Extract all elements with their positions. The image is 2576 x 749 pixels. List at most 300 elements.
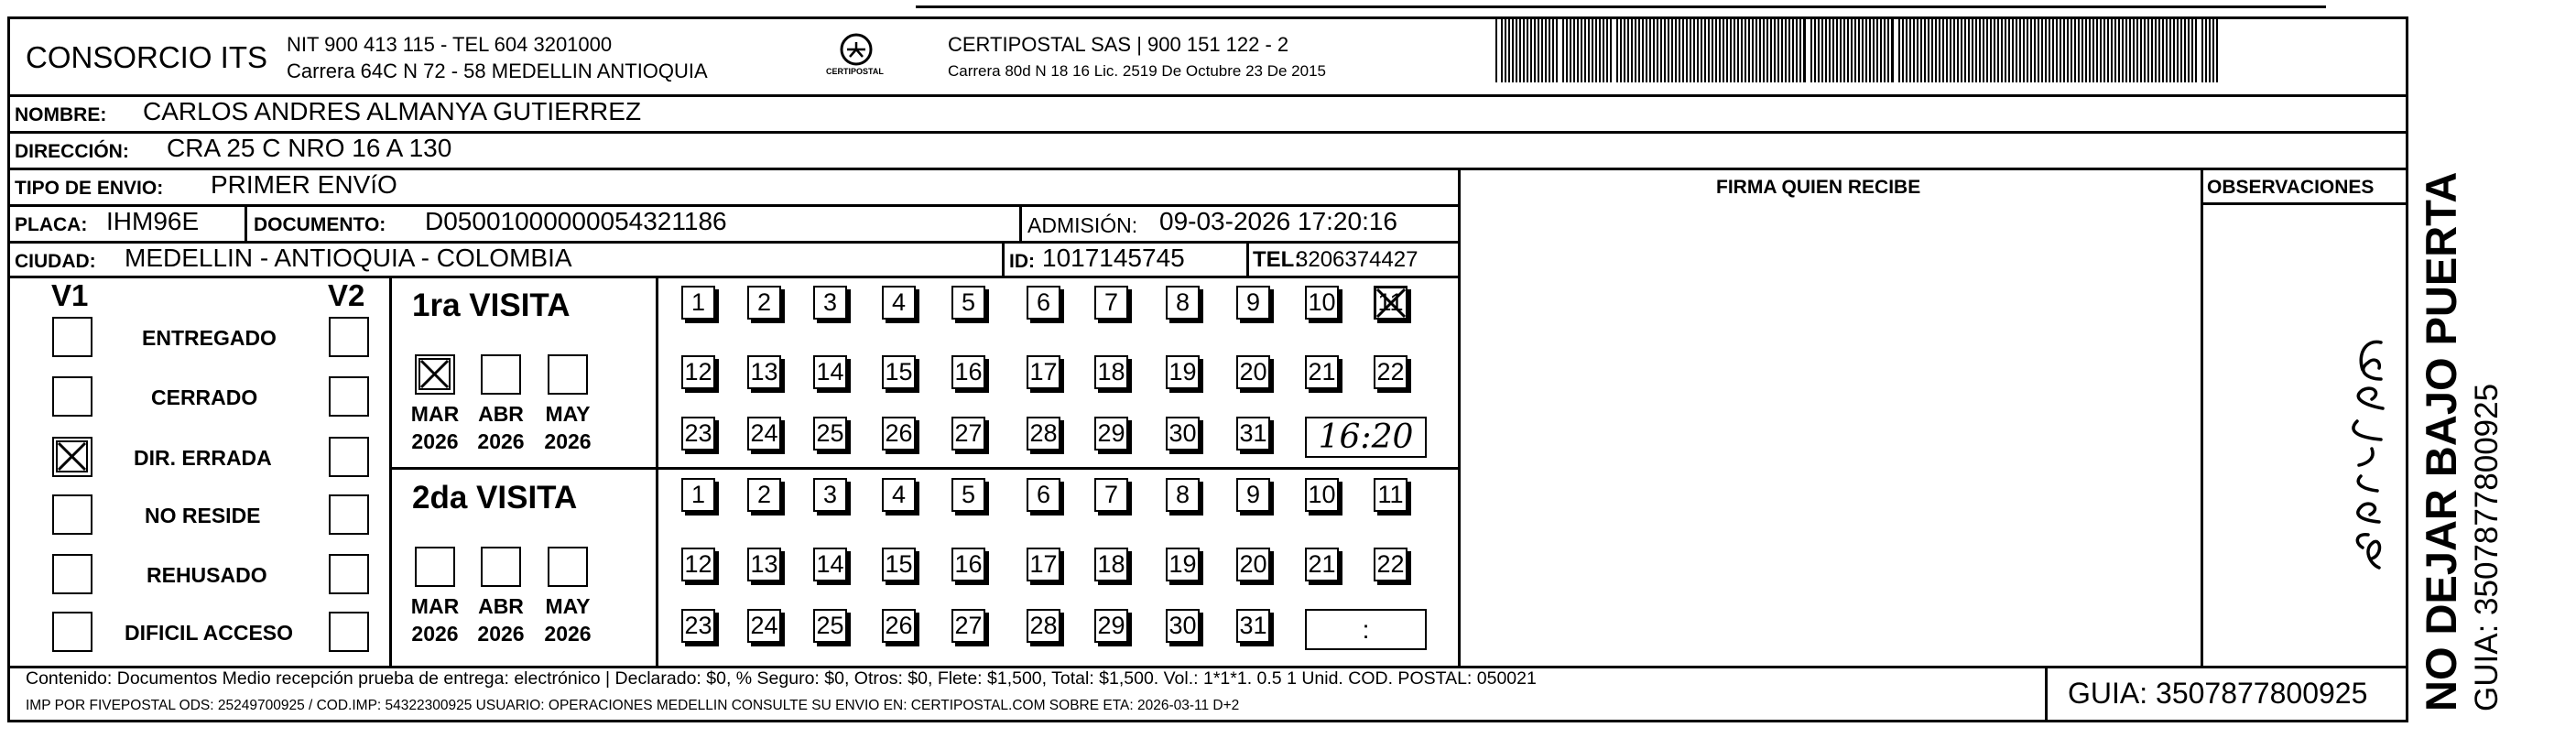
year-label: 2026 (544, 622, 592, 646)
barcode-bar (1723, 18, 1724, 82)
barcode-bar (2155, 18, 2157, 82)
barcode-bar (2049, 18, 2050, 82)
barcode-bar (1902, 18, 1904, 82)
barcode-bar (1734, 18, 1735, 82)
barcode-bar (1803, 18, 1806, 82)
barcode-bar (1512, 18, 1514, 82)
day-number: 25 (816, 419, 844, 447)
day-box[interactable] (1094, 548, 1128, 581)
barcode-bar (1649, 18, 1651, 82)
barcode-bar (1745, 18, 1746, 82)
barcode-bar (1657, 18, 1658, 82)
month-label: MAY (545, 402, 591, 426)
barcode-bar (2129, 18, 2131, 82)
day-number: 21 (1308, 550, 1336, 578)
barcode-bar (1880, 18, 1882, 82)
day-box[interactable] (1166, 417, 1200, 450)
day-number: 15 (885, 358, 913, 385)
barcode-bar (1796, 18, 1798, 82)
day-number: 10 (1308, 481, 1336, 508)
barcode-bar (2195, 18, 2197, 82)
barcode-bar (1693, 18, 1695, 82)
day-box[interactable] (813, 548, 847, 581)
barcode-bar (2111, 18, 2113, 82)
day-number: 18 (1097, 550, 1125, 578)
barcode-bar (1869, 18, 1871, 82)
day-box[interactable] (1027, 355, 1060, 389)
day-box[interactable] (813, 478, 847, 512)
day-box[interactable] (1027, 548, 1060, 581)
day-number: 14 (816, 550, 844, 578)
id-label: ID: (1009, 251, 1035, 272)
barcode-bar (2092, 18, 2094, 82)
barcode-bar (1686, 18, 1688, 82)
day-number: 12 (684, 550, 712, 578)
barcode-bar (1682, 18, 1684, 82)
barcode-bar (2034, 18, 2036, 82)
col-divider (245, 204, 247, 241)
day-number: 4 (891, 288, 907, 316)
barcode-bar (1840, 18, 1842, 82)
day-box[interactable] (951, 609, 985, 643)
day-number: 29 (1097, 419, 1125, 447)
year-label: 2026 (411, 429, 459, 453)
barcode-bar (1994, 18, 1995, 82)
barcode-bar (1818, 18, 1820, 82)
barcode-bar (1759, 18, 1761, 82)
day-box[interactable] (951, 548, 985, 581)
v2-checkbox[interactable] (329, 376, 369, 417)
day-box[interactable] (1094, 286, 1128, 320)
barcode-bar (2030, 18, 2032, 82)
barcode-bar (2071, 18, 2072, 82)
barcode-bar (1997, 18, 1999, 82)
tipo-envio-value: PRIMER ENVíO (211, 170, 397, 199)
barcode-bar (1942, 18, 1944, 82)
barcode-bar (1873, 18, 1875, 82)
day-box[interactable] (1166, 355, 1200, 389)
footer-guia: GUIA: 3507877800925 (2068, 677, 2368, 710)
day-box[interactable] (1027, 417, 1060, 450)
barcode-bar (1715, 18, 1717, 82)
col-divider (1458, 168, 1461, 667)
barcode-bar (1679, 18, 1680, 82)
barcode-bar (1549, 18, 1550, 82)
barcode-bar (1527, 18, 1528, 82)
status-option-label: REHUSADO (147, 563, 267, 587)
ciudad-value: MEDELLIN - ANTIOQUIA - COLOMBIA (125, 244, 572, 272)
day-box[interactable] (813, 609, 847, 643)
barcode-bar (1616, 18, 1618, 82)
v2-checkbox[interactable] (329, 494, 369, 535)
barcode-bar (2100, 18, 2102, 82)
visit-time-field[interactable] (1305, 609, 1427, 650)
barcode-bar (1631, 18, 1633, 82)
barcode-bar (1516, 18, 1517, 82)
barcode-bar (1603, 18, 1604, 82)
barcode-bar (2162, 18, 2164, 82)
v1-checkbox[interactable] (52, 612, 92, 652)
barcode-bar (1788, 18, 1790, 82)
barcode-bar (1755, 18, 1757, 82)
day-box[interactable] (951, 417, 985, 450)
day-number: 23 (684, 612, 712, 639)
barcode-bar (1595, 18, 1597, 82)
v1-checkbox[interactable] (52, 376, 92, 417)
day-box[interactable] (813, 417, 847, 450)
day-box[interactable] (747, 286, 781, 320)
day-number: 21 (1308, 358, 1336, 385)
day-box[interactable] (1305, 286, 1339, 320)
barcode-bar (2107, 18, 2109, 82)
day-box[interactable] (1094, 355, 1128, 389)
observaciones-label: OBSERVACIONES (2207, 177, 2375, 198)
barcode-bar (1979, 18, 1981, 82)
barcode-bar (1701, 18, 1702, 82)
col-divider (1246, 241, 1249, 276)
month-checkbox[interactable] (548, 547, 588, 587)
documento-label: DOCUMENTO: (254, 214, 386, 235)
day-number: 22 (1376, 550, 1405, 578)
barcode-bar (1638, 18, 1640, 82)
barcode-bar (2209, 18, 2211, 82)
day-box[interactable] (882, 355, 916, 389)
day-box[interactable] (1027, 478, 1060, 512)
tel-label: TEL: (1253, 247, 1302, 272)
day-number: 4 (891, 481, 907, 508)
barcode-bar (1726, 18, 1728, 82)
day-box[interactable] (1374, 548, 1408, 581)
barcode-bar (2027, 18, 2028, 82)
day-box[interactable] (1305, 355, 1339, 389)
barcode-bar (1766, 18, 1768, 82)
barcode-bar (1653, 18, 1655, 82)
barcode-bar (2188, 18, 2190, 82)
day-box[interactable] (681, 286, 715, 320)
day-box[interactable] (681, 478, 715, 512)
barcode-bar (1592, 18, 1593, 82)
day-number: 9 (1245, 288, 1261, 316)
barcode-bar (1741, 18, 1743, 82)
barcode-bar (1505, 18, 1506, 82)
day-number: 15 (885, 550, 913, 578)
barcode-bar (1501, 18, 1503, 82)
status-option-label: ENTREGADO (142, 326, 277, 350)
barcode-bar (1821, 18, 1823, 82)
barcode-bar (1581, 18, 1582, 82)
barcode-bar (1836, 18, 1838, 82)
year-label: 2026 (411, 622, 459, 646)
barcode-bar (2118, 18, 2120, 82)
barcode-bar (1935, 18, 1937, 82)
v2-checkbox[interactable] (329, 437, 369, 477)
v2-checkbox[interactable] (329, 317, 369, 357)
barcode-bar (1599, 18, 1601, 82)
barcode-bar (1792, 18, 1794, 82)
day-box[interactable] (681, 355, 715, 389)
barcode-bar (2122, 18, 2124, 82)
day-number: 16 (954, 550, 983, 578)
day-box[interactable] (882, 478, 916, 512)
day-box[interactable] (813, 286, 847, 320)
day-number: 13 (750, 358, 778, 385)
barcode-bar (2201, 18, 2203, 82)
day-box[interactable] (1374, 286, 1408, 320)
barcode-bar (2216, 18, 2218, 82)
barcode-bar (1519, 18, 1521, 82)
day-number: 1 (690, 481, 706, 508)
barcode-bar (1920, 18, 1922, 82)
v2-checkbox[interactable] (329, 554, 369, 594)
day-box[interactable] (681, 609, 715, 643)
day-number: 5 (961, 288, 976, 316)
barcode-bar (1887, 18, 1889, 82)
barcode-bar (2038, 18, 2039, 82)
side-guia: GUIA: 3507877800925 (2469, 383, 2505, 711)
month-label: ABR (478, 402, 524, 426)
day-box[interactable] (882, 548, 916, 581)
observation-handwriting (2326, 302, 2408, 577)
day-number: 30 (1168, 612, 1197, 639)
day-box[interactable] (1027, 609, 1060, 643)
day-box[interactable] (1166, 478, 1200, 512)
barcode-bar (1781, 18, 1783, 82)
day-box[interactable] (1374, 478, 1408, 512)
day-box[interactable] (1166, 286, 1200, 320)
day-box[interactable] (1236, 417, 1270, 450)
barcode (1495, 18, 2228, 82)
company-name: CONSORCIO ITS (26, 40, 268, 74)
day-box[interactable] (747, 355, 781, 389)
barcode-bar (1858, 18, 1860, 82)
barcode-bar (2008, 18, 2010, 82)
day-box[interactable] (1094, 609, 1128, 643)
month-checkbox[interactable] (548, 354, 588, 395)
barcode-bar (1588, 18, 1590, 82)
day-box[interactable] (1236, 478, 1270, 512)
status-option-label: DIFICIL ACCESO (125, 621, 294, 645)
day-number: 24 (750, 419, 778, 447)
day-box[interactable] (1166, 548, 1200, 581)
barcode-bar (2173, 18, 2175, 82)
month-checkbox[interactable] (415, 547, 455, 587)
col-divider (1002, 241, 1005, 276)
day-number: 16 (954, 358, 983, 385)
v1-checkbox[interactable] (52, 494, 92, 535)
barcode-bar (1668, 18, 1669, 82)
day-number: 9 (1245, 481, 1261, 508)
barcode-bar (1986, 18, 1988, 82)
day-box[interactable] (1236, 609, 1270, 643)
v1-checkbox[interactable] (52, 437, 92, 477)
day-number: 27 (954, 612, 983, 639)
month-checkbox[interactable] (481, 354, 521, 395)
day-box[interactable] (1236, 286, 1270, 320)
barcode-bar (1627, 18, 1629, 82)
barcode-bar (2114, 18, 2116, 82)
visit-title: 1ra VISITA (412, 288, 571, 323)
day-box[interactable] (951, 478, 985, 512)
day-box[interactable] (747, 417, 781, 450)
day-number: 1 (690, 288, 706, 316)
day-number: 18 (1097, 358, 1125, 385)
barcode-bar (1829, 18, 1831, 82)
barcode-bar (2147, 18, 2149, 82)
barcode-bar (1832, 18, 1834, 82)
barcode-bar (1624, 18, 1625, 82)
barcode-bar (1799, 18, 1801, 82)
day-box[interactable] (747, 478, 781, 512)
visit-divider (389, 467, 1459, 470)
day-box[interactable] (681, 417, 715, 450)
barcode-bar (1843, 18, 1845, 82)
day-number: 3 (822, 481, 838, 508)
day-number: 3 (822, 288, 838, 316)
observaciones-underline (2201, 202, 2408, 205)
barcode-bar (2180, 18, 2182, 82)
status-option-label: CERRADO (151, 385, 258, 409)
day-number: 8 (1175, 481, 1190, 508)
nit-line: NIT 900 413 115 - TEL 604 3201000 (287, 33, 613, 56)
month-checkbox[interactable] (415, 354, 455, 395)
barcode-bar (2205, 18, 2207, 82)
tipo-envio-label: TIPO DE ENVIO: (15, 178, 164, 199)
barcode-bar (2056, 18, 2058, 82)
barcode-bar (1814, 18, 1816, 82)
visit-title: 2da VISITA (412, 480, 578, 516)
visit-time-value: : (1362, 614, 1370, 644)
day-number: 22 (1376, 358, 1405, 385)
day-box[interactable] (1236, 548, 1270, 581)
month-checkbox[interactable] (481, 547, 521, 587)
day-number: 25 (816, 612, 844, 639)
certipostal-logo (806, 31, 907, 82)
day-number: 31 (1239, 612, 1267, 639)
day-box[interactable] (1305, 478, 1339, 512)
ciudad-label: CIUDAD: (15, 251, 96, 272)
v1-checkbox[interactable] (52, 554, 92, 594)
barcode-bar (1552, 18, 1554, 82)
barcode-bar (1508, 18, 1510, 82)
day-box[interactable] (747, 609, 781, 643)
barcode-bar (2052, 18, 2054, 82)
barcode-bar (1690, 18, 1691, 82)
day-number: 28 (1029, 612, 1058, 639)
barcode-bar (1763, 18, 1765, 82)
admision-label: ADMISIÓN: (1027, 213, 1138, 237)
footer-line-1: Contenido: Documentos Medio recepción prueba de entrega: electrónico | Declarado: $0, % Seguro: $0, Otros: $0, Flete: $1,500, Total: $1,500. Vol.: 1*1*1. 0.5 1 Unid. COD. POSTAL: 050021 (26, 668, 1537, 689)
barcode-bar (1566, 18, 1568, 82)
col-divider (656, 276, 658, 666)
day-box[interactable] (951, 286, 985, 320)
day-box[interactable] (882, 609, 916, 643)
day-box[interactable] (882, 417, 916, 450)
day-box[interactable] (1305, 548, 1339, 581)
barcode-bar (2001, 18, 2003, 82)
barcode-bar (1570, 18, 1571, 82)
barcode-bar (1610, 18, 1612, 82)
barcode-bar (1748, 18, 1750, 82)
row-divider (7, 276, 1459, 278)
month-label: MAY (545, 594, 591, 618)
barcode-bar (1961, 18, 1962, 82)
barcode-bar (1876, 18, 1878, 82)
barcode-bar (2012, 18, 2014, 82)
barcode-bar (2166, 18, 2168, 82)
barcode-bar (2005, 18, 2006, 82)
barcode-bar (2085, 18, 2087, 82)
barcode-bar (2191, 18, 2193, 82)
day-number: 11 (1377, 288, 1404, 316)
barcode-bar (2136, 18, 2138, 82)
day-box[interactable] (1027, 286, 1060, 320)
barcode-bar (2125, 18, 2127, 82)
year-label: 2026 (477, 622, 525, 646)
barcode-bar (2103, 18, 2105, 82)
day-box[interactable] (747, 548, 781, 581)
barcode-bar (1891, 18, 1894, 82)
side-text-group (2408, 14, 2573, 719)
nombre-value: CARLOS ANDRES ALMANYA GUTIERREZ (143, 97, 642, 125)
carrier-address: Carrera 80d N 18 16 Lic. 2519 De Octubre 23 De 2015 (948, 62, 1326, 80)
status-option-label: DIR. ERRADA (134, 446, 272, 470)
barcode-bar (2067, 18, 2069, 82)
day-number: 29 (1097, 612, 1125, 639)
barcode-bar (1704, 18, 1706, 82)
barcode-bar (1972, 18, 1973, 82)
day-box[interactable] (1166, 609, 1200, 643)
barcode-bar (2078, 18, 2080, 82)
barcode-bar (2169, 18, 2171, 82)
day-number: 12 (684, 358, 712, 385)
day-box[interactable] (951, 355, 985, 389)
barcode-bar (1950, 18, 1951, 82)
day-number: 6 (1036, 288, 1051, 316)
day-box[interactable] (681, 548, 715, 581)
id-value: 1017145745 (1042, 244, 1185, 272)
day-number: 20 (1239, 358, 1267, 385)
no-dejar-bajo-puerta: NO DEJAR BAJO PUERTA (2417, 171, 2465, 711)
day-box[interactable] (1236, 355, 1270, 389)
placa-label: PLACA: (15, 214, 88, 235)
v2-label: V2 (328, 278, 365, 312)
day-box[interactable] (882, 286, 916, 320)
day-number: 7 (1103, 288, 1119, 316)
barcode-bar (1990, 18, 1992, 82)
barcode-bar (1584, 18, 1586, 82)
v2-checkbox[interactable] (329, 612, 369, 652)
col-divider (1019, 204, 1022, 241)
v1-checkbox[interactable] (52, 317, 92, 357)
barcode-bar (1939, 18, 1940, 82)
day-number: 26 (885, 612, 913, 639)
nombre-label: NOMBRE: (15, 104, 107, 125)
day-box[interactable] (1094, 417, 1128, 450)
day-number: 24 (750, 612, 778, 639)
barcode-bar (1909, 18, 1911, 82)
visit-time-field[interactable] (1305, 417, 1427, 458)
barcode-bar (1913, 18, 1915, 82)
barcode-bar (1774, 18, 1776, 82)
barcode-bar (1957, 18, 1959, 82)
day-box[interactable] (1374, 355, 1408, 389)
barcode-bar (1573, 18, 1575, 82)
day-box[interactable] (813, 355, 847, 389)
barcode-bar (1898, 18, 1900, 82)
day-box[interactable] (1094, 478, 1128, 512)
footer-line-2: IMP POR FIVEPOSTAL ODS: 25249700925 / COD.IMP: 54322300925 USUARIO: OPERACIONES MEDELLIN CONSULTE SU ENVIO EN: CERTIPOSTAL.COM SOBRE ETA: 2026-03-11 D+2 (26, 698, 1240, 713)
barcode-bar (2144, 18, 2146, 82)
